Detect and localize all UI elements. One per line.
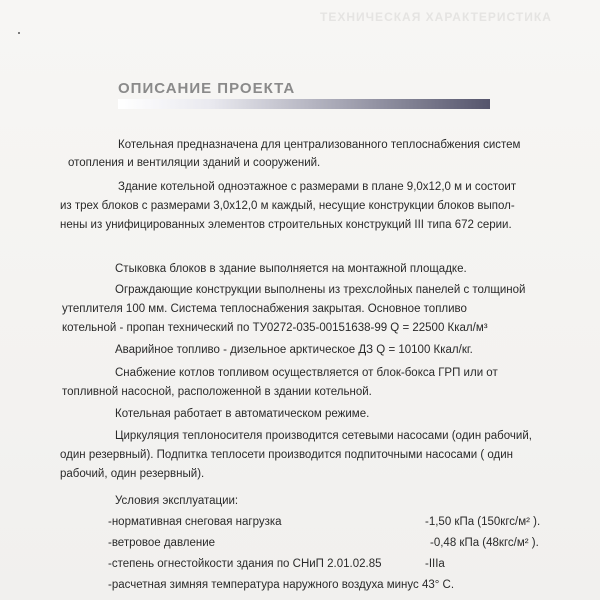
condition-label: -степень огнестойкости здания по СНиП 2.01.02.85 [108, 558, 382, 570]
text-line: нены из унифицированных элементов строительных конструкций III типа 672 серии. [60, 219, 512, 231]
condition-label: -расчетная зимняя температура наружного воздуха минус 43° С. [108, 579, 455, 591]
conditions-title: Условия эксплуатации: [115, 495, 239, 507]
condition-value: -IIIа [425, 558, 445, 570]
condition-value: -1,50 кПа (150кгс/м² ). [425, 516, 541, 528]
text-line: Аварийное топливо - дизельное арктическое ДЗ Q = 10100 Ккал/кг. [115, 344, 473, 356]
text-line: котельной - пропан технический по ТУ0272-035-00151638-99 Q = 22500 Ккал/м³ [62, 322, 488, 334]
text-line: топливной насосной, расположенной в здании котельной. [62, 386, 372, 398]
text-line: Котельная предназначена для централизованного теплоснабжения систем [118, 139, 521, 151]
condition-label: -нормативная снеговая нагрузка [108, 516, 282, 528]
condition-value: -0,48 кПа (48кгс/м² ). [430, 537, 539, 549]
heading-text: ОПИСАНИЕ ПРОЕКТА [118, 80, 296, 97]
text-line: Котельная работает в автоматическом режиме. [115, 408, 370, 420]
condition-label: -ветровое давление [108, 537, 216, 549]
text-line: Ограждающие конструкции выполнены из трехслойных панелей с толщиной [115, 284, 526, 296]
text-line: Здание котельной одноэтажное с размерами в плане 9,0х12,0 м и состоит [118, 181, 517, 193]
text-line: из трех блоков с размерами 3,0х12,0 м каждый, несущие конструкции блоков выпол- [60, 200, 515, 212]
text-line: Циркуляция теплоносителя производится сетевыми насосами (один рабочий, [115, 430, 532, 442]
text-line: Стыковка блоков в здание выполняется на монтажной площадке. [115, 263, 467, 275]
text-line: Снабжение котлов топливом осуществляется от блок-бокса ГРП или от [115, 367, 498, 379]
text-line: утеплителя 100 мм. Система теплоснабжения закрытая. Основное топливо [62, 303, 467, 315]
text-line: рабочий, один резервный). [60, 468, 205, 480]
faded-background-heading: ТЕХНИЧЕСКАЯ ХАРАКТЕРИСТИКА [320, 10, 552, 24]
text-line: отопления и вентиляции зданий и сооружений. [68, 157, 321, 169]
text-line: один резервный). Подпитка теплосети производится подпиточными насосами ( один [60, 449, 513, 461]
